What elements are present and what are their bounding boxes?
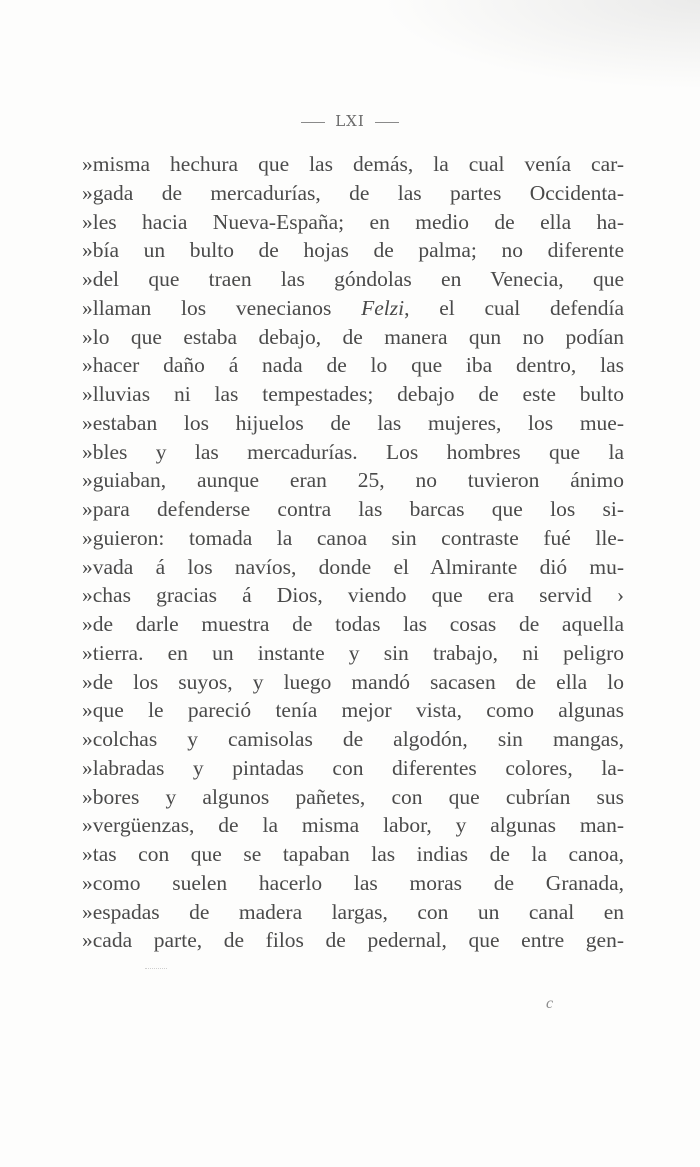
text-line: »del que traen las góndolas en Venecia, que — [82, 267, 624, 291]
page-number: LXI — [335, 112, 365, 130]
ink-smudge — [145, 968, 167, 969]
text-line: »gada de mercadurías, de las partes Occidenta- — [82, 180, 624, 205]
text-segment: »llaman los venecianos — [82, 295, 362, 320]
text-line: »como suelen hacerlo las moras de Granada, — [82, 870, 624, 895]
text-line: »bles y las mercadurías. Los hombres que la — [82, 439, 624, 464]
text-line: »lo que estaba debajo, de manera qun no podían — [82, 324, 624, 349]
text-line: »guiaban, aunque eran 25, no tuvieron ánimo — [82, 468, 624, 493]
text-line: »espadas de madera largas, con un canal en — [82, 899, 624, 924]
header-dash-left — [301, 122, 325, 123]
text-line: »bía un bulto de hojas de palma; no diferente — [82, 238, 624, 263]
text-line: »colchas y camisolas de algodón, sin mangas, — [82, 727, 624, 751]
text-line: »vergüenzas, de la misma labor, y algunas man- — [82, 813, 624, 838]
text-line: »cada parte, de filos de pedernal, que entre gen- — [82, 928, 624, 953]
text-line: »hacer daño á nada de lo que iba dentro, las — [82, 353, 624, 378]
text-line — [82, 294, 624, 323]
header-dash-right — [375, 122, 399, 123]
text-line: »que le pareció tenía mejor vista, como algunas — [82, 698, 624, 723]
text-line: »tierra. en un instante y sin trabajo, ni peligro — [82, 640, 624, 665]
text-line: »misma hechura que las demás, la cual venía car- — [82, 152, 624, 176]
text-line: »vada á los navíos, donde el Almirante dió mu- — [82, 554, 624, 579]
text-line: »tas con que se tapaban las indias de la canoa, — [82, 842, 624, 866]
text-line: »labradas y pintadas con diferentes colores, la- — [82, 755, 624, 780]
text-line: »de los suyos, y luego mandó sacasen de ella lo — [82, 669, 624, 694]
text-line: »de darle muestra de todas las cosas de aquella — [82, 612, 624, 636]
text-line: »lluvias ni las tempestades; debajo de este bulto — [82, 382, 624, 406]
text-line: »guieron: tomada la canoa sin contraste fué lle- — [82, 525, 624, 550]
signature-mark: c — [546, 995, 554, 1012]
body-text — [82, 150, 624, 955]
text-line: »les hacia Nueva-España; en medio de ella ha- — [82, 209, 624, 234]
page-header — [0, 112, 700, 130]
text-line: »estaban los hijuelos de las mujeres, los mue- — [82, 410, 624, 435]
text-line: »bores y algunos pañetes, con que cubrían sus — [82, 784, 624, 809]
text-segment: , el cual defendía — [404, 295, 625, 320]
text-line: »chas gracias á Dios, viendo que era servid › — [82, 583, 624, 608]
italic-term: Felzi — [361, 295, 405, 320]
text-line: »para defenderse contra las barcas que los si- — [82, 497, 624, 521]
scan-noise — [380, 0, 700, 90]
